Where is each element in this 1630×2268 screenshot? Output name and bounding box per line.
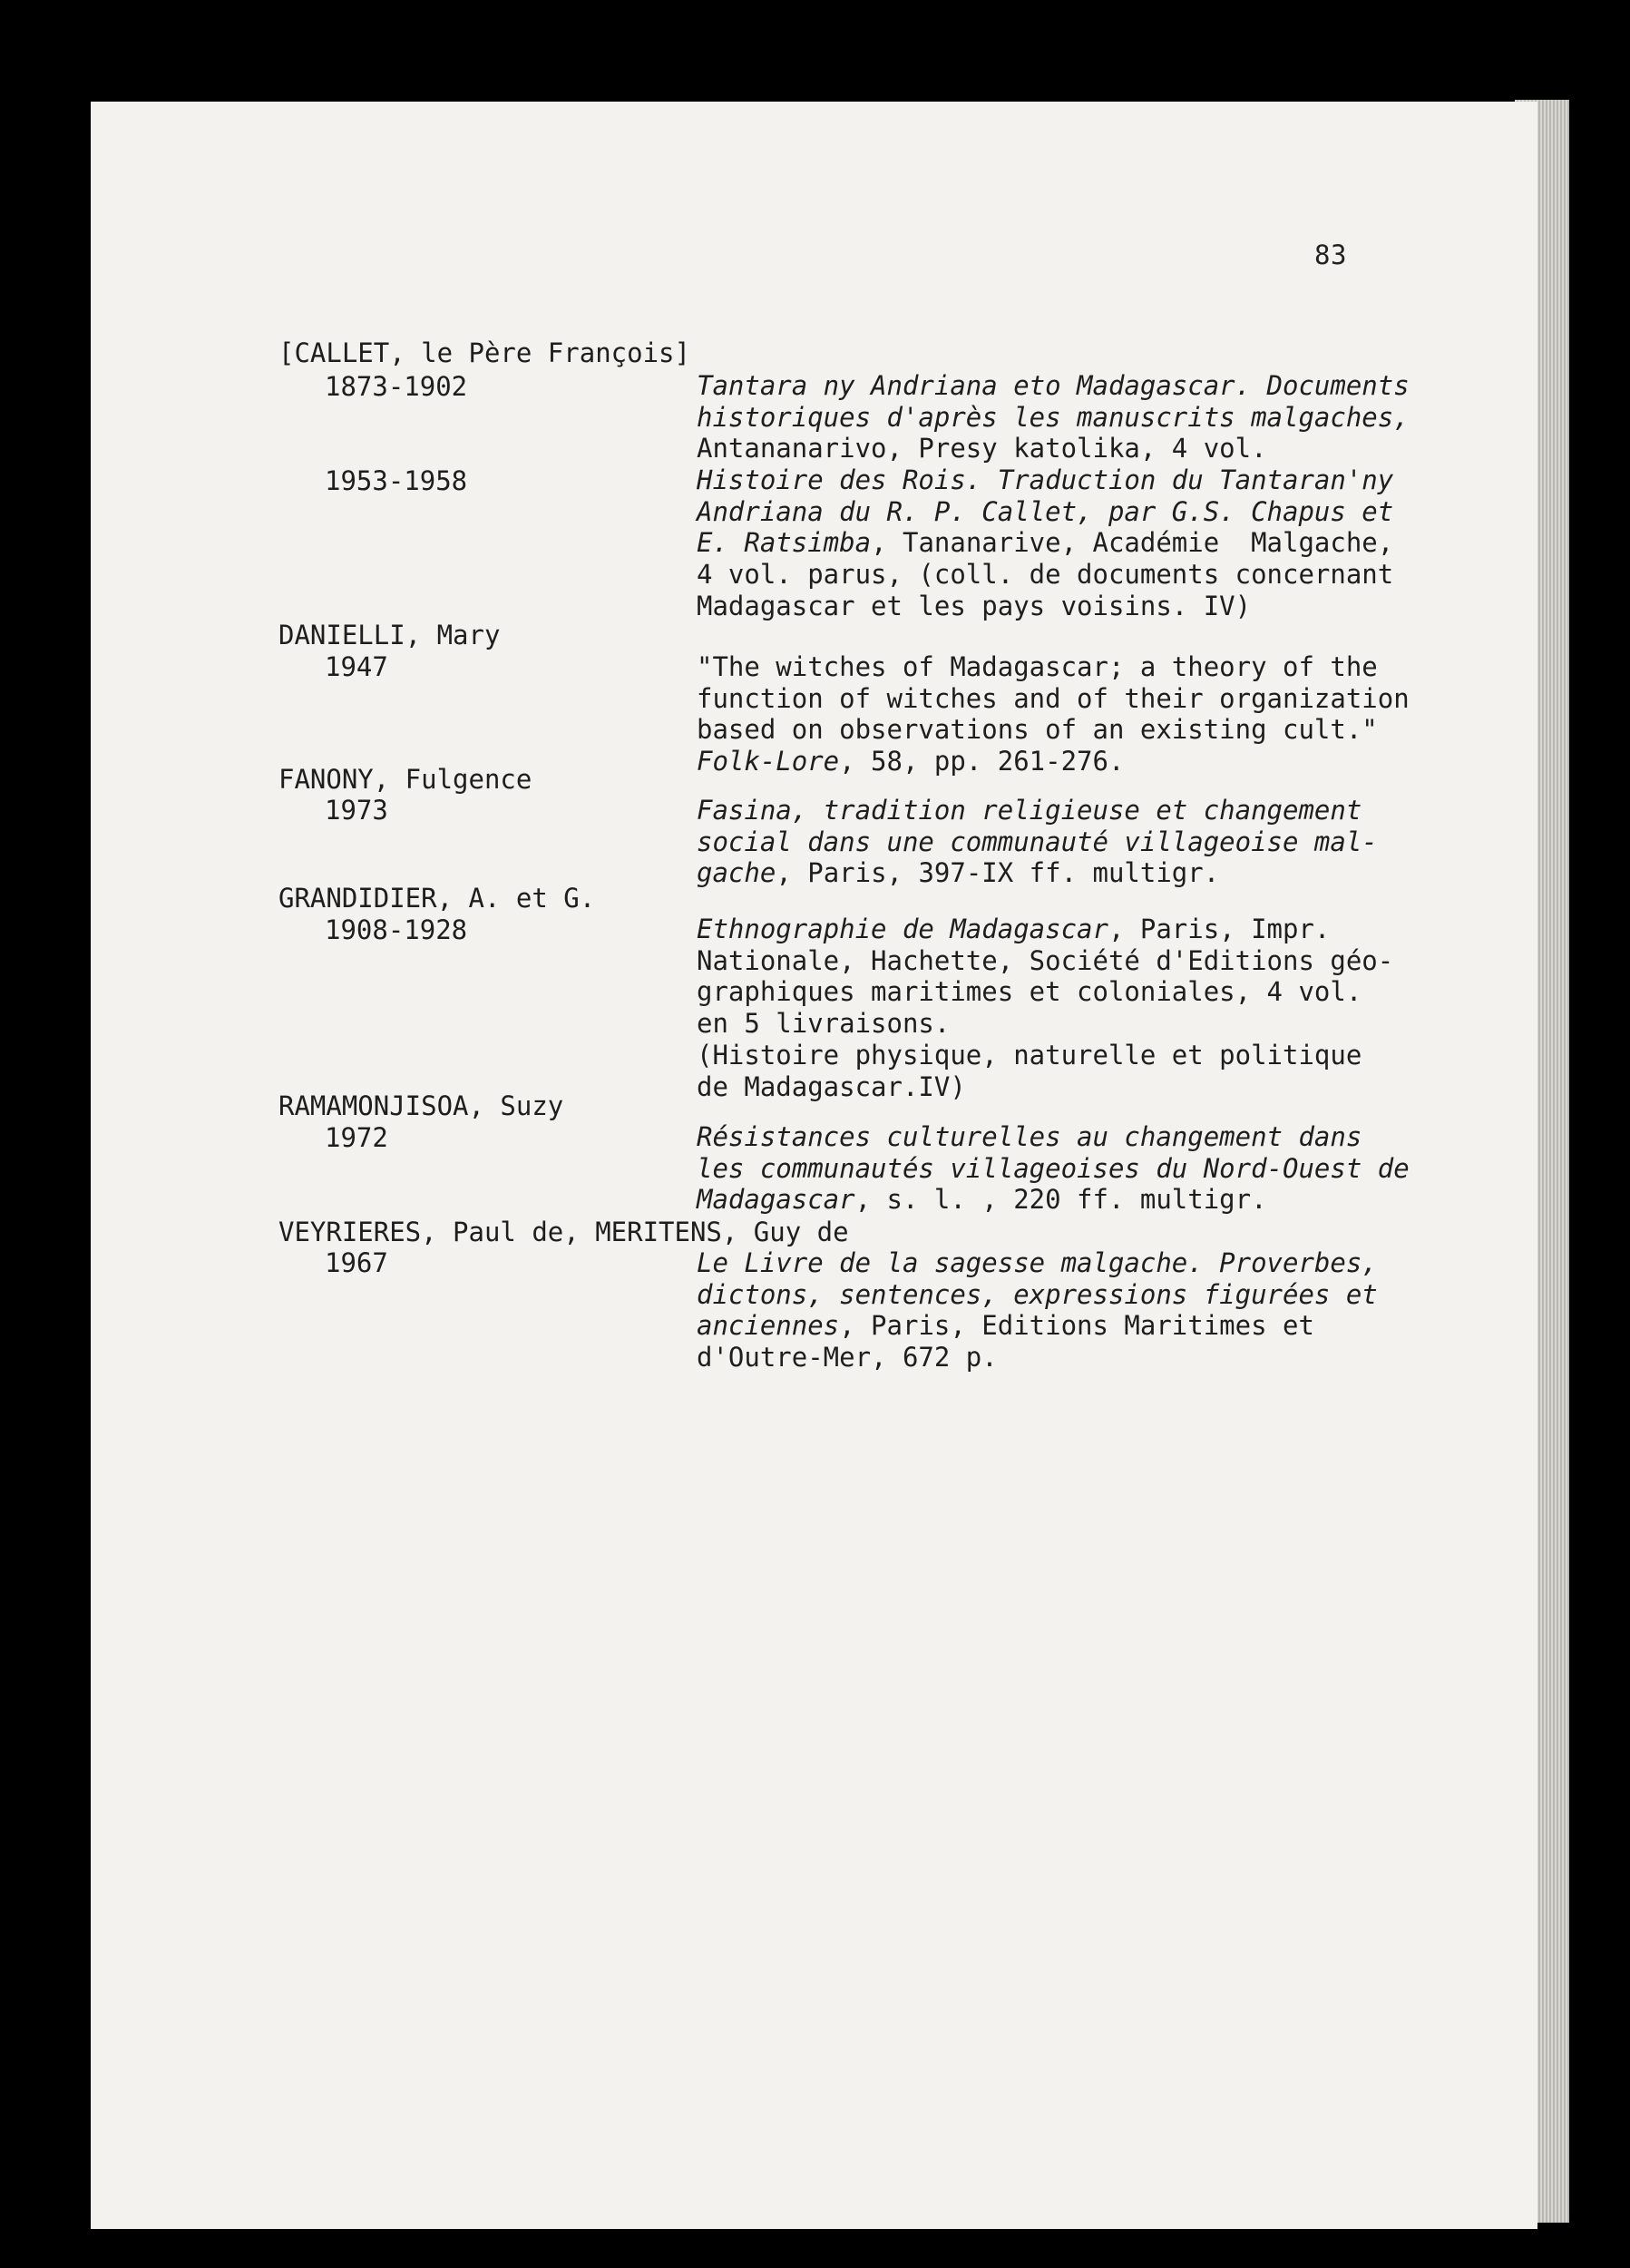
italic-title-run: dictons, sentences, expressions figurées et: [697, 1278, 1378, 1310]
reference-line: [697, 826, 1386, 858]
reference-line: [697, 857, 1386, 889]
bibliography-author: DANIELLI, Mary: [278, 620, 501, 650]
reference-line: [697, 1310, 1386, 1342]
text-run: de Madagascar.IV): [697, 1070, 966, 1102]
bibliography-reference: [697, 795, 1386, 889]
italic-title-run: E. Ratsimba: [697, 527, 872, 559]
reference-line: [697, 495, 1394, 528]
italic-title-run: Ethnographie de Madagascar: [697, 914, 1108, 944]
italic-title-run: Fasina, tradition religieuse et changement: [697, 795, 1362, 826]
reference-line: [697, 1071, 1386, 1103]
italic-title-run: Folk-Lore: [697, 746, 840, 777]
reference-line: [697, 795, 1386, 826]
bibliography-year: 1908-1928: [325, 914, 468, 945]
reference-line: [697, 1152, 1410, 1185]
italic-title-run: Le Livre de la sagesse malgache. Proverbes,: [697, 1247, 1378, 1278]
text-run: function of witches and of their organization: [697, 682, 1410, 714]
text-run: based on observations of an existing cult.": [697, 714, 1378, 746]
bibliography-author: VEYRIERES, Paul de, MERITENS, Guy de: [278, 1217, 849, 1247]
text-run: (Histoire physique, naturelle et politique: [697, 1039, 1362, 1070]
bibliography-year: 1972: [325, 1122, 388, 1153]
reference-line: [697, 433, 1386, 464]
bibliography-year: 1967: [325, 1247, 388, 1278]
italic-title-run: Histoire des Rois. Traduction du Tantaran'ny: [697, 464, 1394, 495]
text-run: Madagascar et les pays voisins. IV): [697, 590, 1252, 621]
reference-line: [697, 1247, 1386, 1279]
reference-line: [697, 527, 1394, 559]
text-run: , Paris, Impr.: [1108, 914, 1331, 944]
bibliography-reference: [697, 651, 1410, 777]
reference-line: [697, 1008, 1386, 1040]
reference-line: [697, 559, 1394, 591]
bibliography-reference: [697, 1247, 1386, 1374]
bibliography-reference: [697, 1121, 1410, 1216]
reference-line: [697, 1342, 1386, 1374]
reference-line: [697, 682, 1410, 715]
reference-line: [697, 591, 1386, 622]
text-run: "The witches of Madagascar; a theory of the: [697, 651, 1378, 682]
text-run: d'Outre-Mer, 672 p.: [697, 1342, 998, 1374]
reference-line: [697, 1184, 1386, 1216]
bibliography-reference: [697, 464, 1394, 622]
text-run: graphiques maritimes et coloniales, 4 vol.: [697, 976, 1362, 1008]
bibliography-reference: [697, 370, 1410, 464]
bibliography-author: [CALLET, le Père François]: [278, 337, 690, 368]
bibliography-year: 1873-1902: [325, 371, 468, 402]
reference-line: [697, 976, 1386, 1008]
text-run: , Paris, Editions Maritimes et: [839, 1310, 1314, 1342]
bibliography-year: 1973: [325, 795, 388, 826]
bibliography-author: FANONY, Fulgence: [278, 764, 532, 795]
reference-line: [697, 714, 1386, 746]
text-run: Nationale, Hachette, Société d'Editions géo-: [697, 944, 1394, 976]
text-run: en 5 livraisons.: [697, 1008, 951, 1040]
text-run: 4 vol. parus, (coll. de documents concernant: [697, 559, 1394, 591]
italic-title-run: gache: [697, 857, 776, 889]
bibliography-year: 1953-1958: [325, 465, 468, 496]
italic-title-run: Madagascar: [697, 1184, 855, 1216]
italic-title-run: anciennes: [697, 1310, 840, 1342]
reference-line: [697, 1279, 1386, 1311]
italic-title-run: historiques d'après les manuscrits malgaches,: [697, 401, 1410, 433]
reference-line: [697, 401, 1410, 434]
reference-line: [697, 944, 1394, 977]
reference-line: [697, 464, 1394, 496]
italic-title-run: Andriana du R. P. Callet, par G.S. Chapus et: [697, 495, 1394, 527]
text-run: , Tananarive, Académie Malgache,: [871, 527, 1394, 559]
bibliography-author: GRANDIDIER, A. et G.: [278, 883, 596, 914]
italic-title-run: Résistances culturelles au changement dans: [697, 1121, 1362, 1152]
bibliography-author: RAMAMONJISOA, Suzy: [278, 1090, 564, 1121]
italic-title-run: les communautés villageoises du Nord-Ouest de: [697, 1152, 1410, 1184]
bibliography-year: 1947: [325, 651, 388, 682]
text-run: , 58, pp. 261-276.: [839, 746, 1125, 777]
reference-line: [697, 370, 1410, 402]
italic-title-run: Tantara ny Andriana eto Madagascar. Documents: [697, 370, 1410, 401]
reference-line: [697, 651, 1386, 683]
italic-title-run: social dans une communauté villageoise mal-: [697, 826, 1378, 857]
reference-line: [697, 1040, 1386, 1071]
reference-line: [697, 1121, 1386, 1153]
text-run: , Paris, 397-IX ff. multigr.: [776, 857, 1220, 889]
page-number: 83: [1314, 240, 1347, 270]
text-run: , s. l. , 220 ff. multigr.: [854, 1184, 1267, 1216]
reference-line: [697, 914, 1386, 945]
bibliography-reference: [697, 914, 1394, 1102]
text-run: Antananarivo, Presy katolika, 4 vol.: [697, 433, 1267, 464]
reference-line: [697, 746, 1386, 777]
